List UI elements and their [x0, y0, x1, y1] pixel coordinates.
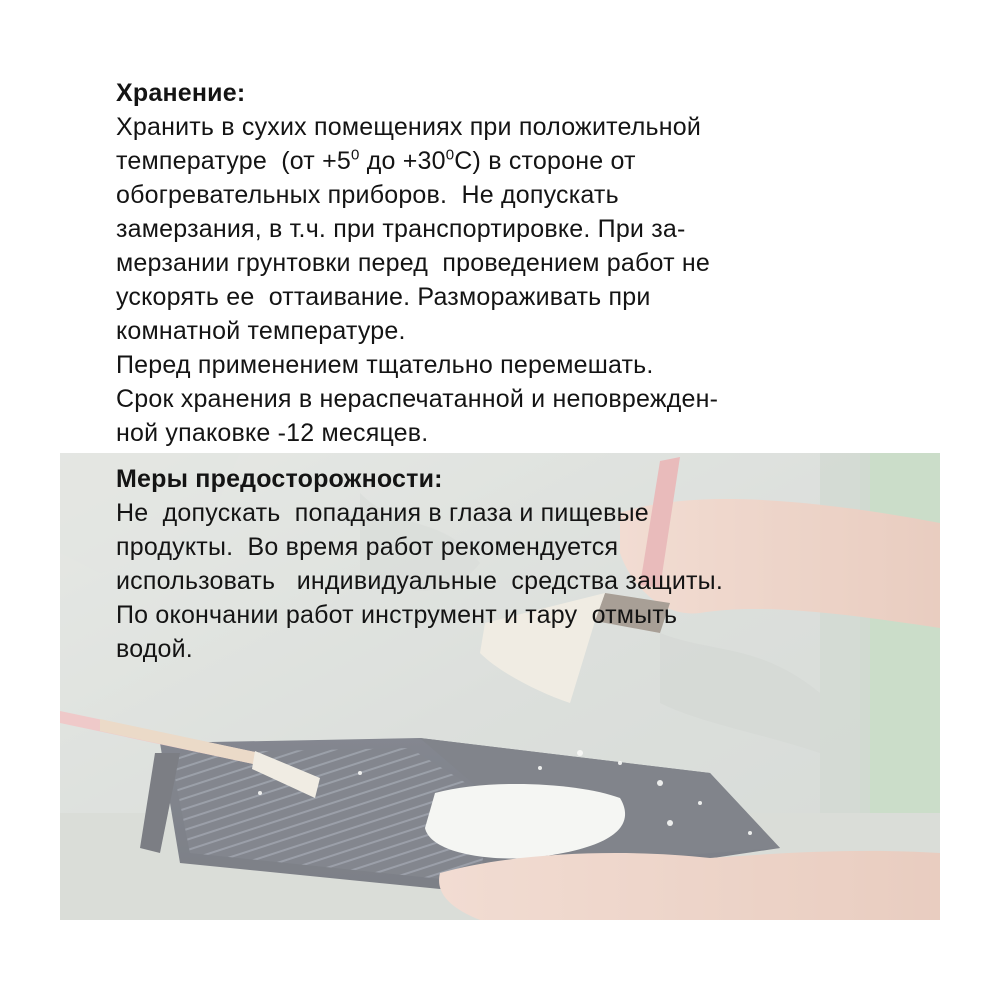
precautions-line-5: водой.	[116, 635, 193, 663]
storage-line-5: мерзании грунтовки перед проведением работ не	[116, 249, 710, 277]
precautions-line-2: продукты. Во время работ рекомендуется	[116, 533, 619, 561]
storage-line-6: ускорять ее оттаивание. Размораживать при	[116, 283, 651, 311]
storage-line-2: температуре ($от +5^0$ до $+30^0С$) в стороне от	[116, 146, 636, 175]
storage-line-10: ной упаковке -12 месяцев.	[116, 419, 429, 447]
degree-mark: 0	[445, 146, 455, 164]
precautions-line-4: По окончании работ инструмент и тару отмыть	[116, 601, 678, 629]
storage-section	[116, 76, 906, 450]
degree-mark: 0	[351, 146, 360, 164]
storage-heading: Хранение:	[116, 79, 246, 107]
storage-line-7: комнатной температуре.	[116, 317, 406, 345]
storage-line-8: Перед применением тщательно перемешать.	[116, 351, 654, 379]
precautions-heading: Меры предосторожности:	[116, 465, 443, 493]
storage-line-4: замерзания, в т.ч. при транспортировке. При за-	[116, 215, 686, 243]
precautions-line-1: Не допускать попадания в глаза и пищевые	[116, 499, 649, 527]
storage-line-1: Хранить в сухих помещениях при положительной	[116, 113, 702, 141]
precautions-line-3: использовать индивидуальные средства защиты.	[116, 567, 723, 595]
precautions-section	[116, 462, 906, 666]
storage-line-3: обогревательных приборов. Не допускать	[116, 181, 619, 209]
storage-line-9: Срок хранения в нераспечатанной и неповрежден-	[116, 385, 719, 413]
